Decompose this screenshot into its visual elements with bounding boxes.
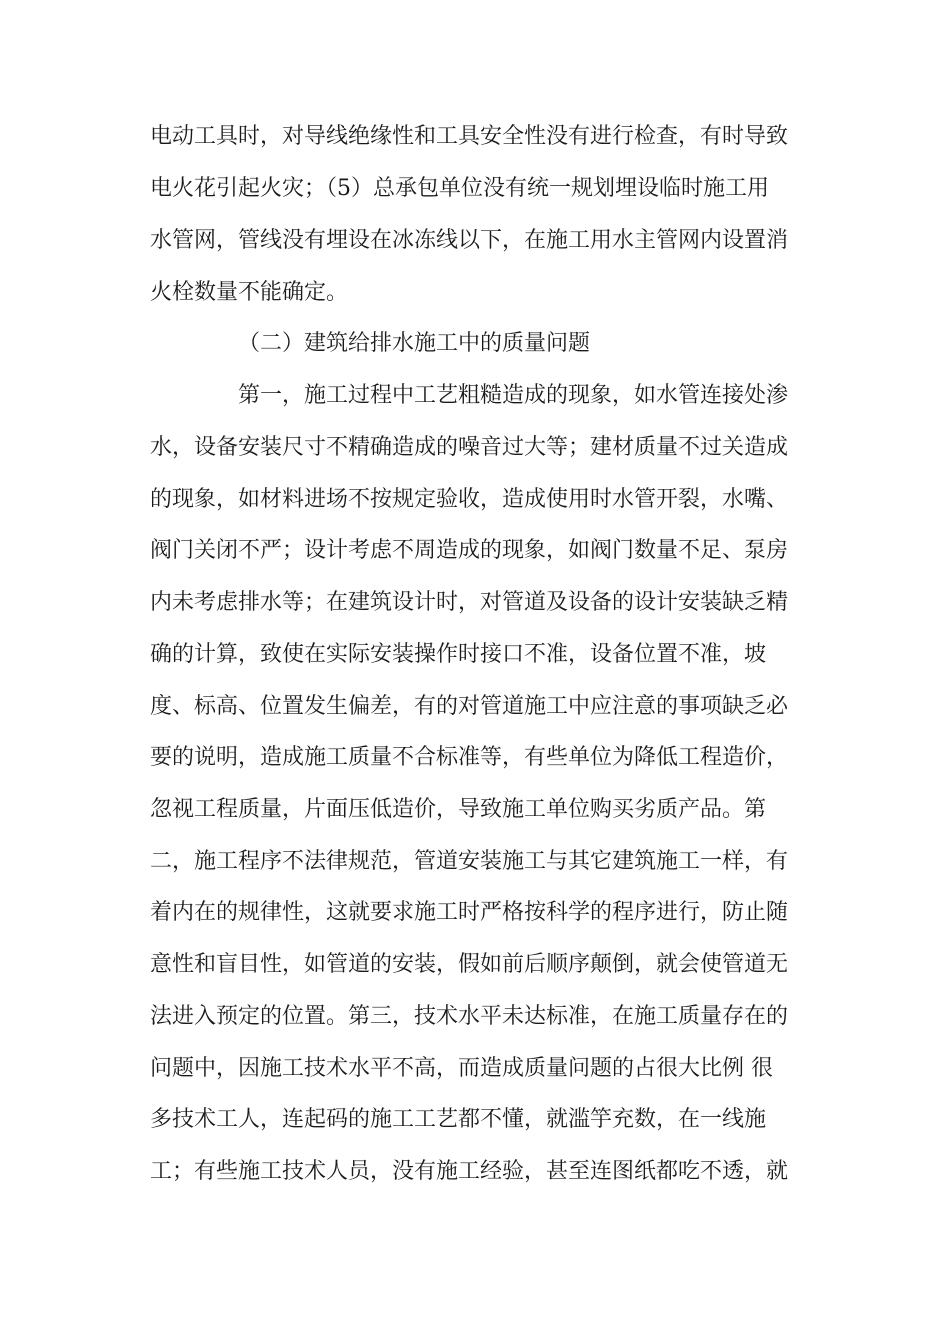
text-line-15: 二，施工程序不法律规范，管道安装施工与其它建筑施工一样，有 bbox=[150, 849, 789, 874]
text-line-16: 着内在的规律性，这就要求施工时严格按科学的程序进行，防止随 bbox=[150, 900, 789, 925]
text-line-20: 多技术工人，连起码的施工工艺都不懂，就滥竽充数，在一线施 bbox=[150, 1107, 767, 1132]
text-line-19: 问题中，因施工技术水平不高，而造成质量问题的占很大比例 很 bbox=[150, 1056, 773, 1081]
text-line-9: 阀门关闭不严；设计考虑不周造成的现象，如阀门数量不足、泵房 bbox=[150, 538, 789, 563]
text-line-17: 意性和盲目性，如管道的安装，假如前后顺序颠倒，就会使管道无 bbox=[150, 952, 789, 977]
text-line-11: 确的计算，致使在实际安装操作时接口不准，设备位置不准，坡 bbox=[150, 642, 767, 667]
text-line-13: 要的说明，造成施工质量不合标准等，有些单位为降低工程造价， bbox=[150, 745, 789, 770]
text-line-14: 忽视工程质量，片面压低造价，导致施工单位购买劣质产品。第 bbox=[150, 797, 767, 822]
text-line-2: 电火花引起火灾；（5）总承包单位没有统一规划埋设临时施工用 bbox=[150, 176, 769, 201]
text-line-21: 工；有些施工技术人员，没有施工经验，甚至连图纸都吃不透，就 bbox=[150, 1159, 789, 1184]
text-line-18: 法进入预定的位置。第三，技术水平未达标准，在施工质量存在的 bbox=[150, 1004, 789, 1029]
text-line-7: 水，设备安装尺寸不精确造成的噪音过大等；建材质量不过关造成 bbox=[150, 435, 789, 460]
text-line-4: 火栓数量不能确定。 bbox=[150, 280, 349, 305]
text-line-8: 的现象，如材料进场不按规定验收，造成使用时水管开裂，水嘴、 bbox=[150, 487, 789, 512]
text-line-1: 电动工具时，对导线绝缘性和工具安全性没有进行检查，有时导致 bbox=[150, 124, 789, 149]
paragraph-first-line: 第一，施工过程中工艺粗糙造成的现象，如水管连接处渗 bbox=[238, 383, 789, 408]
text-line-12: 度、标高、位置发生偏差，有的对管道施工中应注意的事项缺乏必 bbox=[150, 694, 789, 719]
section-heading: （二）建筑给排水施工中的质量问题 bbox=[238, 331, 591, 356]
text-line-10: 内未考虑排水等；在建筑设计时，对管道及设备的设计安装缺乏精 bbox=[150, 590, 789, 615]
text-line-3: 水管网，管线没有埋设在冰冻线以下，在施工用水主管网内设置消 bbox=[150, 228, 789, 253]
